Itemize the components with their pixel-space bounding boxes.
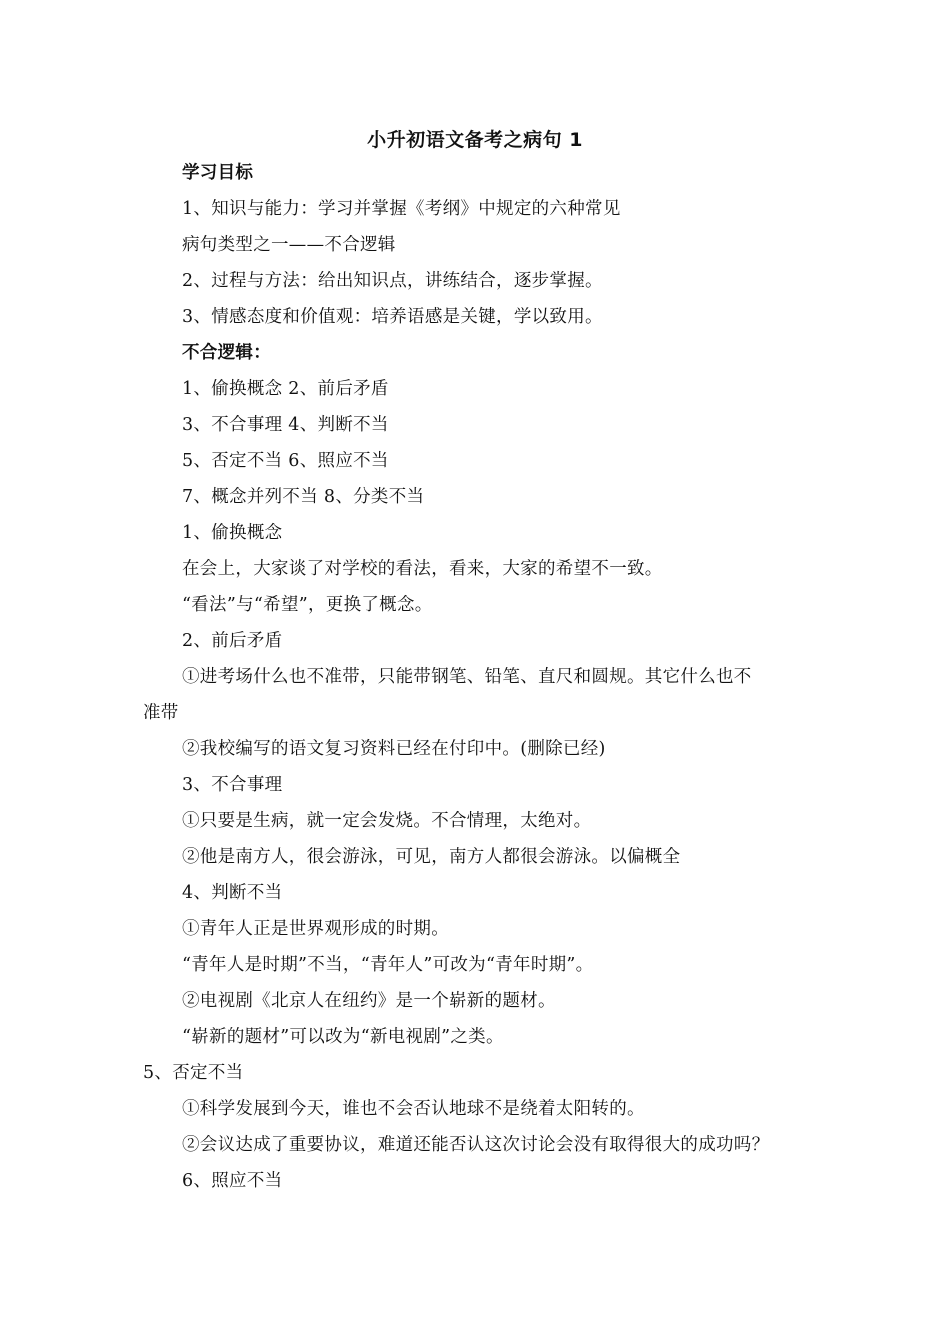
- type-list-line: 3、不合事理 4、判断不当: [182, 415, 389, 435]
- example-line-continuation: 准带: [143, 703, 179, 723]
- objective-line: 3、情感态度和价值观：培养语感是关键，学以致用。: [182, 307, 603, 327]
- example-line: ①青年人正是世界观形成的时期。: [182, 919, 449, 939]
- example-line: ②我校编写的语文复习资料已经在付印中。(删除已经): [182, 739, 606, 759]
- explanation-line: “崭新的题材”可以改为“新电视剧”之类。: [182, 1027, 504, 1047]
- objectives-heading: 学习目标: [182, 163, 254, 183]
- type-list-line: 7、概念并列不当 8、分类不当: [182, 487, 425, 507]
- section-heading-contradiction: 2、前后矛盾: [182, 631, 283, 651]
- objective-line: 1、知识与能力：学习并掌握《考纲》中规定的六种常见: [182, 199, 621, 219]
- example-line: ②电视剧《北京人在纽约》是一个崭新的题材。: [182, 991, 556, 1011]
- section-heading-negation: 5、否定不当: [143, 1063, 244, 1083]
- objective-line: 2、过程与方法：给出知识点，讲练结合，逐步掌握。: [182, 271, 603, 291]
- example-line: 在会上，大家谈了对学校的看法，看来，大家的希望不一致。: [182, 559, 663, 579]
- example-line: ①进考场什么也不准带，只能带钢笔、铅笔、直尺和圆规。其它什么也不: [182, 667, 752, 687]
- explanation-line: “看法”与“希望”，更换了概念。: [182, 595, 433, 615]
- document-title: 小升初语文备考之病句 1: [367, 129, 583, 151]
- section-heading-correspondence: 6、照应不当: [182, 1171, 283, 1191]
- example-line: ②他是南方人，很会游泳，可见，南方人都很会游泳。以偏概全: [182, 847, 681, 867]
- logic-heading: 不合逻辑：: [182, 343, 271, 363]
- example-line: ①只要是生病，就一定会发烧。不合情理，太绝对。: [182, 811, 592, 831]
- type-list-line: 1、偷换概念 2、前后矛盾: [182, 379, 389, 399]
- type-list-line: 5、否定不当 6、照应不当: [182, 451, 389, 471]
- section-heading-concept-swap: 1、偷换概念: [182, 523, 283, 543]
- section-heading-unreasonable: 3、不合事理: [182, 775, 283, 795]
- objective-line: 病句类型之一——不合逻辑: [182, 235, 396, 255]
- explanation-line: “青年人是时期”不当，“青年人”可改为“青年时期”。: [182, 955, 594, 975]
- example-line: ②会议达成了重要协议，难道还能否认这次讨论会没有取得很大的成功吗？: [182, 1135, 770, 1155]
- example-line: ①科学发展到今天，谁也不会否认地球不是绕着太阳转的。: [182, 1099, 645, 1119]
- section-heading-misjudgment: 4、判断不当: [182, 883, 283, 903]
